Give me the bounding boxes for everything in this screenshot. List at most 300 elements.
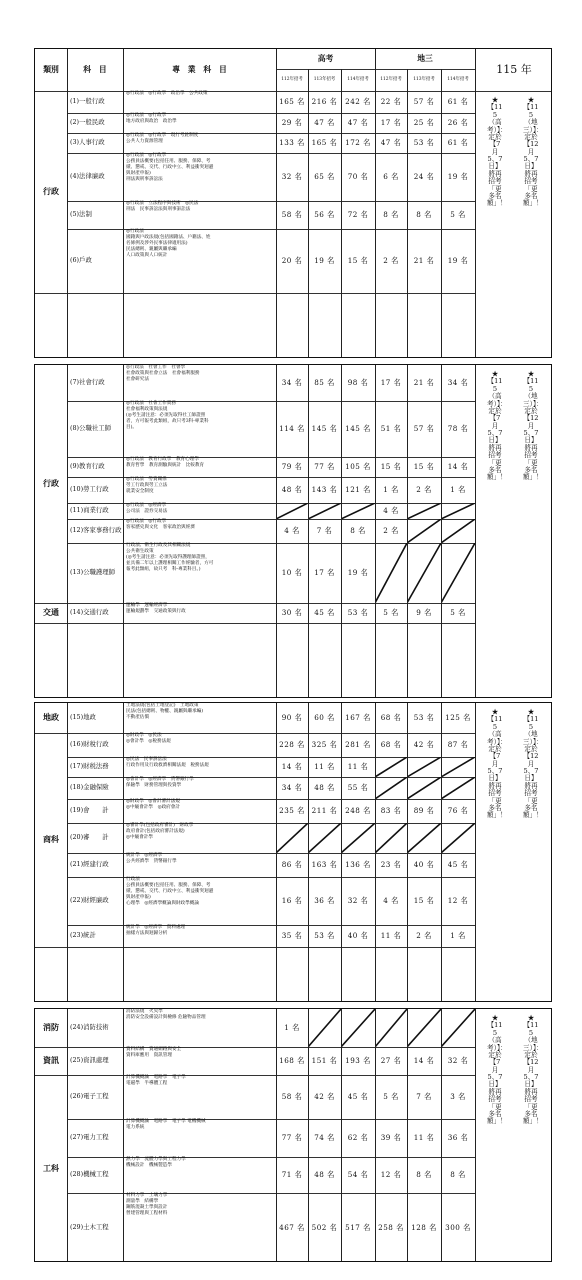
column-divider — [407, 69, 408, 91]
disan-quota: 8 名 — [416, 1169, 432, 1179]
column-divider — [375, 703, 376, 1002]
column-divider — [375, 49, 376, 91]
disan-quota: 14 名 — [447, 461, 469, 471]
disan-quota: 68 名 — [380, 739, 402, 749]
table-block — [34, 364, 552, 698]
disan-quota: 5 名 — [450, 607, 466, 617]
profession-line: 運輸規劃學 交通政策與行政 — [126, 608, 186, 614]
profession-line: 公司法 證券交易法 — [126, 508, 168, 514]
profession-subjects — [123, 477, 276, 503]
profession-line: 計算機概論 電路學 電子學 電機機械 — [126, 1119, 206, 1124]
table-block — [34, 702, 552, 1002]
subject-name: (8)公職社工師 — [70, 424, 112, 433]
profession-line: 者，方可報考此類組，故只考3科-專業科 — [126, 418, 209, 424]
category-label: 工科 — [43, 1163, 59, 1174]
gaokao-quota: 168 名 — [279, 1055, 305, 1065]
empty-cell-slash — [441, 1009, 475, 1047]
column-divider — [308, 69, 309, 91]
disan-quota: 61 名 — [447, 96, 469, 106]
disan-quota: 76 名 — [447, 805, 469, 815]
disan-quota: 5 名 — [383, 1091, 399, 1101]
empty-cell-slash — [308, 823, 341, 853]
disan-quota: 2 名 — [383, 255, 399, 265]
column-divider — [123, 91, 124, 358]
profession-line: 人口政策與人口統計 — [126, 252, 168, 258]
header-year-sub: 114年招考 — [447, 77, 469, 83]
gaokao-quota: 58 名 — [281, 1091, 303, 1101]
empty-cell-slash — [441, 543, 475, 603]
disan-quota: 61 名 — [447, 137, 469, 147]
subject-name: (20)審 計 — [70, 833, 109, 842]
profession-line: 資料結構 資通網路與安全 — [126, 1047, 182, 1052]
notice-gaokao: ★【115（高考）】：定於【7月5、7日】將再招考「更多名額」！ — [487, 370, 507, 482]
subject-name: (25)資訊處理 — [70, 1056, 109, 1065]
profession-line: ◎行政法 社會工作實務 — [126, 401, 176, 406]
column-divider — [308, 91, 309, 358]
subject-name: (21)經建行政 — [70, 860, 109, 869]
profession-line: 土地法規(包括土地登記) 土地政策 — [126, 703, 199, 708]
subject-name: (23)統計 — [70, 931, 96, 940]
subject-name: (15)地政 — [70, 713, 96, 722]
profession-subjects — [123, 1119, 276, 1157]
disan-quota: 78 名 — [447, 423, 469, 433]
gaokao-quota: 121 名 — [345, 484, 371, 494]
column-divider — [308, 703, 309, 1002]
empty-cell-slash — [441, 823, 475, 853]
disan-quota: 21 名 — [413, 377, 435, 387]
profession-line: 刑法 民事訴訟法與刑事訴訟法 — [126, 206, 191, 212]
profession-line: 熱力學 流體力學與工程力學 — [126, 1157, 186, 1162]
profession-line: 績、懲戒、交代、行政中立、利益衝突迴避 — [126, 888, 214, 894]
gaokao-quota: 55 名 — [347, 782, 369, 792]
profession-line: ◎財政學 ◎會計審計法規 — [126, 799, 180, 804]
column-divider — [407, 91, 408, 358]
gaokao-quota: 70 名 — [347, 171, 369, 181]
subject-name: (6)戶政 — [70, 256, 92, 265]
profession-line: ◎行政法 教育行政學 教育心理學 — [126, 457, 199, 462]
profession-subjects — [123, 543, 276, 603]
column-divider — [375, 91, 376, 358]
disan-quota: 17 名 — [380, 377, 402, 387]
profession-line: 公務員法概要(包括任用、服務、保障、考 — [126, 158, 211, 164]
profession-line: 資料庫應用 資訊管理 — [126, 1052, 172, 1058]
disan-quota: 53 名 — [413, 137, 435, 147]
profession-line: 運輸學 運輸經濟學 — [126, 603, 168, 608]
disan-quota: 1 名 — [383, 484, 399, 494]
profession-line: 不動產估價 — [126, 714, 149, 720]
empty-cell-slash — [407, 1009, 441, 1047]
profession-line: 心理學 ◎經濟學概論與財政學概論 — [126, 900, 199, 906]
gaokao-quota: 34 名 — [281, 782, 303, 792]
profession-line: 消防法規 火災學 — [126, 1009, 163, 1014]
profession-subjects — [123, 703, 276, 733]
gaokao-quota: 11 名 — [314, 761, 335, 771]
subject-name: (9)教育行政 — [70, 462, 105, 471]
subject-name: (17)財税法務 — [70, 762, 109, 771]
column-divider — [341, 91, 342, 358]
gaokao-quota: 19 名 — [347, 567, 369, 577]
empty-cell-slash — [407, 823, 441, 853]
gaokao-quota: 45 名 — [314, 607, 335, 617]
header-profession: 專 業 科 目 — [172, 64, 227, 74]
empty-cell-slash — [375, 757, 407, 777]
gaokao-quota: 517 名 — [345, 1222, 371, 1232]
column-divider — [67, 91, 68, 358]
profession-line: 社會政策與社會立法 社會福利服務 — [126, 370, 200, 376]
empty-cell-slash — [276, 503, 308, 519]
disan-quota: 12 名 — [380, 1169, 402, 1179]
disan-quota: 8 名 — [383, 209, 399, 219]
profession-line: 社會研究法 — [126, 376, 149, 382]
profession-line: 鋼筋混凝土學與設計 — [126, 1204, 168, 1210]
notice-disan: ★【115（地三）】：定於【12月5、7日】將再招考「更多名額」！ — [523, 96, 543, 208]
row-divider — [35, 293, 475, 294]
notice-disan: ★【115（地三）】：定於【12月5、7日】將再招考「更多名額」！ — [523, 708, 543, 820]
profession-line: ◎會計學 ◎稅務法規 — [126, 738, 171, 744]
disan-quota: 11 名 — [413, 1132, 435, 1142]
profession-line: 公共經濟學 貨幣銀行學 — [126, 858, 177, 864]
gaokao-quota: 235 名 — [279, 805, 305, 815]
disan-quota: 87 名 — [447, 739, 469, 749]
profession-subjects — [123, 1157, 276, 1193]
disan-quota: 51 名 — [380, 423, 402, 433]
profession-line: 行政作用及行政救濟相關法規 稅務法規 — [126, 762, 209, 768]
gaokao-quota: 90 名 — [281, 712, 303, 722]
notice-disan: ★【115（地三）】：定於【12月5、7日】將再招考「更多名額」！ — [523, 1014, 543, 1126]
empty-cell-slash — [375, 543, 407, 603]
notice-gaokao: ★【115（高考）】：定於【7月5、7日】將再招考「更多名額」！ — [487, 1014, 507, 1126]
disan-quota: 12 名 — [447, 895, 469, 905]
profession-line: 報考此類組，故只考 科-專業科目。) — [126, 566, 201, 572]
profession-line: 並具備二年以上護理相關工作經驗者，方可 — [126, 560, 214, 566]
disan-quota: 57 名 — [413, 423, 435, 433]
profession-line: 行政法 — [126, 877, 140, 882]
column-divider — [475, 365, 476, 698]
profession-line: 民法(包括總則、物權、親屬與繼承編) — [126, 708, 204, 714]
gaokao-quota: 48 名 — [314, 1169, 335, 1179]
profession-line: ◎中級會計學 ◎政府會計 — [126, 804, 180, 810]
gaokao-quota: 77 名 — [314, 461, 335, 471]
column-divider — [276, 91, 277, 358]
profession-line: 計算機概論 電路學 電子學 — [126, 1075, 186, 1080]
gaokao-quota: 77 名 — [281, 1132, 303, 1142]
profession-subjects — [123, 877, 276, 925]
gaokao-quota: 35 名 — [281, 930, 303, 940]
disan-quota: 3 名 — [450, 1091, 466, 1101]
empty-cell-slash — [407, 543, 441, 603]
disan-quota: 5 名 — [383, 607, 399, 617]
profession-subjects — [123, 853, 276, 877]
profession-line: ◎行政法 ◎行政學 現行考銓制度 — [126, 133, 199, 138]
gaokao-quota: 86 名 — [281, 859, 303, 869]
gaokao-quota: 98 名 — [347, 377, 369, 387]
gaokao-quota: 60 名 — [314, 712, 335, 722]
disan-quota: 8 名 — [450, 1169, 466, 1179]
gaokao-quota: 145 名 — [345, 423, 371, 433]
gaokao-quota: 53 名 — [314, 930, 335, 940]
empty-cell-slash — [407, 519, 441, 543]
subject-name: (12)客家事務行政 — [70, 526, 122, 535]
disan-quota: 19 名 — [447, 171, 469, 181]
profession-subjects — [123, 1009, 276, 1047]
disan-quota: 4 名 — [383, 505, 399, 515]
column-divider — [276, 365, 277, 698]
gaokao-quota: 34 名 — [281, 377, 303, 387]
profession-subjects — [123, 401, 276, 457]
profession-line: 民法總則、親屬與繼承編 — [126, 246, 177, 252]
subject-name: (2)一般民政 — [70, 118, 105, 127]
disan-quota: 42 名 — [413, 739, 435, 749]
column-divider — [441, 703, 442, 1002]
row-divider — [35, 947, 475, 948]
disan-quota: 14 名 — [413, 1055, 435, 1065]
subject-name: (29)土木工程 — [70, 1223, 109, 1232]
disan-quota: 7 名 — [416, 1091, 432, 1101]
gaokao-quota: 228 名 — [279, 739, 305, 749]
profession-line: ◎行政法 ◎經濟學 — [126, 503, 167, 508]
profession-subjects — [123, 153, 276, 201]
category-label: 消防 — [43, 1022, 59, 1033]
column-divider — [276, 1009, 277, 1262]
column-divider — [276, 49, 277, 91]
gaokao-quota: 17 名 — [314, 567, 335, 577]
empty-cell-slash — [308, 1009, 341, 1047]
gaokao-quota: 143 名 — [311, 484, 338, 494]
gaokao-quota: 72 名 — [347, 209, 369, 219]
disan-quota: 17 名 — [380, 117, 402, 127]
column-divider — [67, 703, 68, 1002]
column-divider — [375, 1009, 376, 1262]
column-divider — [341, 1009, 342, 1262]
column-divider — [276, 703, 277, 1002]
profession-line: ◎行政法 ◎行政學 政治學 公共政策 — [126, 91, 208, 96]
header-category: 類別 — [43, 64, 59, 74]
gaokao-quota: 167 名 — [345, 712, 371, 722]
header-subject: 科 目 — [83, 64, 107, 74]
gaokao-quota: 20 名 — [281, 255, 303, 265]
column-divider — [441, 1009, 442, 1262]
gaokao-quota: 62 名 — [347, 1132, 369, 1142]
profession-subjects — [123, 91, 276, 113]
table-block — [34, 1008, 552, 1262]
gaokao-quota: 14 名 — [281, 761, 303, 771]
gaokao-quota: 105 名 — [345, 461, 371, 471]
category-label: 商科 — [43, 834, 59, 845]
profession-line: 營建管理與工程材料 — [126, 1210, 168, 1216]
disan-quota: 26 名 — [447, 117, 469, 127]
gaokao-quota: 36 名 — [314, 895, 335, 905]
column-divider — [475, 49, 476, 91]
profession-line: (◎考生請注意：必須先取得社工師證照 — [126, 412, 206, 418]
profession-line: ◎審計學(包括政府審計) 財政學 — [126, 823, 194, 828]
profession-line: 目)。 — [126, 424, 137, 430]
profession-line: 與財產申報) — [126, 894, 151, 900]
gaokao-quota: 16 名 — [281, 895, 303, 905]
disan-quota: 32 名 — [447, 1055, 469, 1065]
empty-cell-slash — [441, 777, 475, 799]
notice-gaokao: ★【115（高考）】：定於【7月5、7日】將再招考「更多名額」！ — [487, 96, 507, 208]
disan-quota: 36 名 — [447, 1132, 469, 1142]
gaokao-quota: 163 名 — [311, 859, 338, 869]
profession-subjects — [123, 457, 276, 477]
profession-line: 公共人力資源管理 — [126, 138, 163, 144]
gaokao-quota: 1 名 — [284, 1022, 300, 1032]
gaokao-quota: 30 名 — [281, 607, 303, 617]
gaokao-quota: 165 名 — [311, 137, 338, 147]
empty-cell-slash — [276, 823, 308, 853]
disan-quota: 2 名 — [416, 484, 432, 494]
gaokao-quota: 53 名 — [347, 607, 369, 617]
profession-subjects — [123, 365, 276, 401]
gaokao-quota: 7 名 — [316, 525, 333, 535]
empty-cell-slash — [441, 519, 475, 543]
subject-name: (4)法律廉政 — [70, 172, 105, 181]
gaokao-quota: 165 名 — [279, 96, 305, 106]
profession-line: 績、懲戒、交代、行政中立、利益衝突迴避 — [126, 164, 214, 170]
profession-subjects — [123, 201, 276, 229]
header-disan: 地三 — [417, 53, 433, 63]
profession-line: ◎行政法 勞資關係 — [126, 477, 167, 482]
profession-line: 地方政府與政治 政治學 — [126, 118, 177, 124]
gaokao-quota: 85 名 — [314, 377, 335, 387]
gaokao-quota: 65 名 — [314, 171, 335, 181]
column-divider — [308, 365, 309, 698]
header-year-sub: 113年招考 — [313, 77, 336, 83]
gaokao-quota: 48 名 — [314, 782, 335, 792]
gaokao-quota: 48 名 — [281, 484, 303, 494]
disan-quota: 57 名 — [413, 96, 435, 106]
disan-quota: 68 名 — [380, 712, 402, 722]
gaokao-quota: 114 名 — [279, 423, 305, 433]
profession-line: 公務員法概要(包括任用、服務、保障、考 — [126, 882, 211, 888]
gaokao-quota: 172 名 — [345, 137, 371, 147]
profession-subjects — [123, 799, 276, 823]
notice-gaokao: ★【115（高考）】：定於【7月5、7日】將再招考「更多名額」！ — [487, 708, 507, 820]
column-divider — [67, 49, 68, 91]
gaokao-quota: 216 名 — [311, 96, 338, 106]
gaokao-quota: 11 名 — [347, 761, 369, 771]
disan-quota: 15 名 — [413, 895, 435, 905]
column-divider — [407, 1009, 408, 1262]
disan-quota: 22 名 — [380, 96, 402, 106]
subject-name: (28)機械工程 — [70, 1170, 109, 1179]
disan-quota: 25 名 — [413, 117, 435, 127]
gaokao-quota: 8 名 — [350, 525, 366, 535]
column-divider — [123, 703, 124, 1002]
profession-subjects — [123, 777, 276, 799]
gaokao-quota: 136 名 — [345, 859, 371, 869]
profession-line: ◎行政法 ◎行政學 — [126, 519, 167, 524]
empty-cell-slash — [375, 1009, 407, 1047]
empty-cell-slash — [407, 757, 441, 777]
column-divider — [475, 91, 476, 358]
profession-line: ◎行政法 立法程序與技術 ◎民法 — [126, 201, 199, 206]
profession-subjects — [123, 1047, 276, 1075]
empty-cell-slash — [441, 757, 475, 777]
profession-line: 統計學 ◎經濟學 資料處理 — [126, 925, 186, 930]
column-divider — [67, 365, 68, 698]
gaokao-quota: 32 名 — [347, 895, 369, 905]
category-label: 行政 — [43, 478, 59, 489]
disan-quota: 27 名 — [380, 1055, 402, 1065]
disan-quota: 2 名 — [383, 525, 399, 535]
gaokao-quota: 79 名 — [281, 461, 303, 471]
subject-name: (22)財經廉政 — [70, 896, 109, 905]
column-divider — [375, 365, 376, 698]
gaokao-quota: 42 名 — [314, 1091, 335, 1101]
gaokao-quota: 467 名 — [279, 1222, 305, 1232]
profession-line: 名條例及涉外民事法律適用法) — [126, 240, 188, 246]
column-divider — [123, 1009, 124, 1262]
profession-line: 教育哲學 教育測驗與統計 比較教育 — [126, 462, 205, 468]
profession-line: 保險學 財務管理與投資學 — [126, 782, 182, 788]
profession-line: 電磁學 半導體工程 — [126, 1080, 168, 1086]
disan-quota: 5 名 — [450, 209, 466, 219]
profession-subjects — [123, 823, 276, 853]
column-divider — [407, 703, 408, 1002]
gaokao-quota: 151 名 — [311, 1055, 338, 1065]
disan-quota: 53 名 — [413, 712, 435, 722]
gaokao-quota: 54 名 — [347, 1169, 369, 1179]
subject-name: (13)公職護理師 — [70, 568, 116, 577]
column-divider — [441, 91, 442, 358]
profession-line: ◎會計學 ◎經濟學 貨幣銀行學 — [126, 777, 194, 782]
gaokao-quota: 71 名 — [281, 1169, 303, 1179]
profession-subjects — [123, 229, 276, 293]
gaokao-quota: 32 名 — [281, 171, 303, 181]
profession-line: ◎行政法 社會工作 社會學 — [126, 365, 186, 370]
profession-line: 公共衛生政策 — [126, 548, 154, 554]
subject-name: (10)勞工行政 — [70, 485, 109, 494]
column-divider — [308, 1009, 309, 1262]
empty-cell-slash — [375, 777, 407, 799]
disan-quota: 23 名 — [380, 859, 402, 869]
profession-subjects — [123, 1193, 276, 1262]
gaokao-quota: 4 名 — [284, 525, 300, 535]
profession-subjects — [123, 757, 276, 777]
subject-name: (16)財稅行政 — [70, 740, 109, 749]
subject-name: (24)消防技術 — [70, 1023, 109, 1032]
profession-line: 社會福利政策與法規 — [126, 406, 168, 412]
empty-cell-slash — [441, 503, 475, 519]
column-divider — [475, 703, 476, 1002]
disan-quota: 125 名 — [445, 712, 471, 722]
profession-line: 統計學 ◎經濟學 — [126, 853, 163, 858]
disan-quota: 8 名 — [416, 209, 432, 219]
gaokao-quota: 193 名 — [345, 1055, 371, 1065]
profession-line: ◎行政法 ◎行政學 — [126, 153, 167, 158]
disan-quota: 11 名 — [380, 930, 402, 940]
disan-quota: 2 名 — [416, 930, 432, 940]
column-divider — [341, 703, 342, 1002]
gaokao-quota: 242 名 — [345, 96, 371, 106]
header-gaokao: 高考 — [317, 53, 334, 63]
header-year-sub: 114年招考 — [347, 77, 369, 83]
profession-line: 行政法、衛生行政及其相關法規 — [126, 543, 191, 548]
subject-name: (14)交通行政 — [70, 608, 109, 617]
profession-line: 測量學 結構學 — [126, 1198, 159, 1204]
gaokao-quota: 40 名 — [347, 930, 369, 940]
profession-line: 政府會計(包括政府審計法規) — [126, 828, 185, 834]
subject-name: (27)電力工程 — [70, 1133, 109, 1142]
disan-quota: 4 名 — [383, 895, 399, 905]
column-divider — [123, 49, 124, 91]
disan-quota: 15 名 — [380, 461, 402, 471]
profession-subjects — [123, 519, 276, 543]
gaokao-quota: 56 名 — [314, 209, 335, 219]
profession-line: 消防安全設備設計與檢修 危險物品管理 — [126, 1014, 206, 1020]
gaokao-quota: 502 名 — [311, 1222, 338, 1232]
